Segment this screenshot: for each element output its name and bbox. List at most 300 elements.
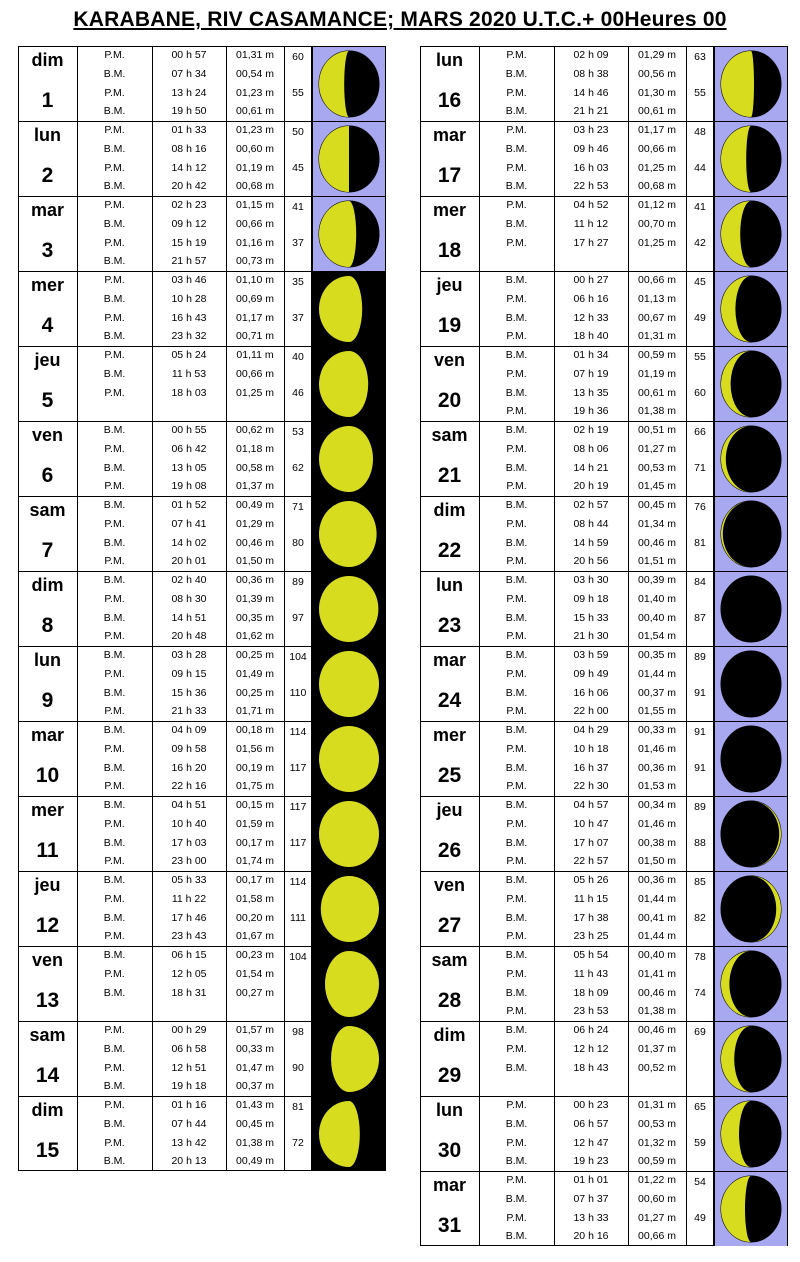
tide-row [479, 759, 714, 778]
tide-height: 00,54 m [236, 67, 274, 80]
tide-height: 00,36 m [638, 874, 676, 886]
moon-phase-icon [313, 797, 385, 871]
moon-phase-icon [313, 347, 385, 421]
tide-row [479, 740, 714, 759]
tide-height: 00,19 m [236, 761, 274, 774]
tide-type: B.M. [505, 799, 528, 811]
tide-coefficient: 117 [289, 762, 307, 774]
tide-type: B.M. [103, 424, 126, 436]
moon-cell [714, 121, 788, 196]
tide-row [77, 65, 312, 84]
tide-type: P.M. [506, 330, 527, 343]
tide-height: 01,39 m [236, 592, 274, 605]
tide-height: 00,51 m [638, 424, 676, 436]
tide-time: 17 h 46 [171, 911, 207, 924]
tide-type: P.M. [506, 1099, 527, 1111]
day-block [18, 571, 386, 646]
tide-time: 06 h 24 [573, 1024, 609, 1036]
tide-row [77, 421, 312, 440]
tide-time: 16 h 37 [573, 761, 609, 774]
moon-cell [714, 946, 788, 1021]
tide-row [479, 702, 714, 721]
tide-row [479, 721, 714, 740]
tide-time: 00 h 23 [573, 1099, 609, 1111]
weekday-label: lun [436, 575, 463, 595]
tide-height: 01,50 m [638, 855, 676, 868]
tide-height: 00,35 m [638, 649, 676, 661]
tide-row [479, 815, 714, 834]
tide-height: 00,66 m [638, 274, 676, 286]
tide-coefficient: 85 [694, 876, 706, 888]
moon-cell [714, 196, 788, 271]
weekday-label: mar [432, 125, 467, 145]
day-block [420, 496, 788, 571]
tide-height: 01,23 m [236, 124, 274, 136]
day-block [18, 346, 386, 421]
tide-type: P.M. [506, 1174, 527, 1186]
tide-height: 00,36 m [236, 574, 274, 586]
moon-phase-icon [715, 422, 787, 496]
tide-row [479, 1002, 714, 1021]
weekday-label: mar [30, 200, 65, 220]
tide-height: 00,40 m [638, 949, 676, 961]
tide-type: P.M. [506, 161, 527, 174]
tide-time: 06 h 42 [171, 442, 207, 455]
tide-time: 19 h 23 [573, 1155, 609, 1168]
tide-time: 08 h 38 [573, 67, 609, 80]
day-block [18, 121, 386, 196]
tide-coefficient: 117 [289, 801, 307, 813]
tide-height: 01,45 m [638, 480, 676, 493]
tide-height: 01,25 m [236, 386, 274, 399]
weekday-label: jeu [436, 275, 463, 295]
tide-time: 17 h 07 [573, 836, 609, 849]
moon-cell [312, 196, 386, 271]
tide-coefficient: 60 [694, 387, 706, 399]
tide-time: 17 h 27 [573, 236, 609, 249]
weekday-label: jeu [436, 800, 463, 820]
tide-time: 23 h 00 [171, 855, 207, 868]
tide-row [479, 571, 714, 590]
tide-time: 01 h 34 [573, 349, 609, 361]
tide-row [479, 1021, 714, 1040]
day-block [18, 1096, 386, 1171]
moon-cell [312, 121, 386, 196]
tide-row [77, 796, 312, 815]
tide-height: 00,61 m [236, 105, 274, 118]
day-number: 14 [35, 1064, 60, 1087]
tide-time: 22 h 16 [171, 780, 207, 793]
day-number: 7 [41, 539, 54, 562]
tide-type: B.M. [103, 574, 126, 586]
tide-row [479, 684, 714, 703]
tide-type: B.M. [505, 1230, 528, 1243]
tide-row [77, 290, 312, 309]
moon-phase-icon [313, 1097, 385, 1171]
tide-time: 07 h 34 [171, 67, 207, 80]
tide-type: P.M. [506, 742, 527, 755]
tide-type: B.M. [103, 330, 126, 343]
tide-row [77, 871, 312, 890]
tide-type: B.M. [103, 105, 126, 118]
tide-type: B.M. [505, 499, 528, 511]
tide-row [77, 721, 312, 740]
tide-coefficient: 55 [694, 351, 706, 363]
tide-row [77, 1059, 312, 1078]
tide-height: 00,25 m [236, 649, 274, 661]
tide-type: P.M. [506, 930, 527, 943]
tide-row [479, 1040, 714, 1059]
tide-time: 14 h 59 [573, 536, 609, 549]
tide-time: 11 h 15 [573, 892, 609, 905]
tide-time: 04 h 51 [171, 799, 207, 811]
tide-height: 00,37 m [236, 1080, 274, 1093]
tide-type: B.M. [505, 67, 528, 80]
tide-height: 01,31 m [236, 49, 274, 61]
day-block [18, 271, 386, 346]
tide-type: B.M. [505, 536, 528, 549]
tide-time: 00 h 57 [171, 49, 207, 61]
tide-row [77, 271, 312, 290]
tide-type: P.M. [104, 817, 125, 830]
tide-time: 16 h 06 [573, 686, 609, 699]
tide-row [77, 834, 312, 853]
tide-height: 00,66 m [236, 367, 274, 380]
moon-phase-icon [715, 347, 787, 421]
tide-coefficient: 81 [292, 1101, 304, 1113]
tide-type: B.M. [103, 649, 126, 661]
tide-time: 22 h 00 [573, 705, 609, 718]
tide-type: B.M. [505, 349, 528, 361]
tide-height: 01,62 m [236, 630, 274, 643]
tide-time: 04 h 09 [171, 724, 207, 736]
day-number: 8 [41, 614, 54, 637]
tide-time: 23 h 25 [573, 930, 609, 943]
tide-coefficient: 89 [292, 576, 304, 588]
tide-time: 00 h 27 [573, 274, 609, 286]
tide-row [479, 384, 714, 403]
tide-height: 00,60 m [638, 1192, 676, 1205]
tide-time: 21 h 33 [171, 705, 207, 718]
tide-coefficient: 66 [694, 426, 706, 438]
tide-coefficient: 48 [694, 126, 706, 138]
tide-time: 02 h 09 [573, 49, 609, 61]
weekday-label: mar [30, 725, 65, 745]
tide-height: 00,58 m [236, 461, 274, 474]
tide-type: P.M. [104, 892, 125, 905]
tide-type: B.M. [103, 255, 126, 268]
tide-height: 01,25 m [638, 161, 676, 174]
tide-time: 09 h 12 [171, 217, 207, 230]
tide-coefficient: 91 [694, 687, 706, 699]
tide-time: 08 h 16 [171, 142, 207, 155]
tide-type: P.M. [506, 49, 527, 61]
tide-height: 01,41 m [638, 967, 676, 980]
day-number: 4 [41, 314, 54, 337]
day-block [18, 871, 386, 946]
tide-type: P.M. [506, 367, 527, 380]
tide-height: 00,35 m [236, 611, 274, 624]
tide-type: B.M. [505, 949, 528, 961]
tide-type: P.M. [506, 199, 527, 211]
moon-disk [721, 726, 781, 792]
weekday-label: dim [31, 575, 64, 595]
tide-type: B.M. [505, 1024, 528, 1036]
tide-height: 01,17 m [638, 124, 676, 136]
tide-row [77, 927, 312, 946]
tide-time: 05 h 24 [171, 349, 207, 361]
tide-time: 07 h 44 [171, 1117, 207, 1130]
tide-type: B.M. [103, 986, 126, 999]
day-number: 16 [437, 89, 462, 112]
tide-height: 01,40 m [638, 592, 676, 605]
tide-height: 01,12 m [638, 199, 676, 211]
moon-phase-icon [715, 122, 787, 196]
tide-row [77, 609, 312, 628]
tide-time: 14 h 46 [573, 86, 609, 99]
tide-row [479, 590, 714, 609]
tide-row [479, 177, 714, 196]
tide-time: 20 h 13 [171, 1155, 207, 1168]
tide-row [479, 121, 714, 140]
tide-height: 01,38 m [638, 1005, 676, 1018]
tide-row [77, 965, 312, 984]
tide-type: B.M. [103, 461, 126, 474]
tide-type: P.M. [506, 592, 527, 605]
tide-height: 00,46 m [638, 536, 676, 549]
tide-type: B.M. [103, 1155, 126, 1168]
weekday-label: mar [432, 1175, 467, 1195]
tide-time: 08 h 06 [573, 442, 609, 455]
tide-type: B.M. [103, 67, 126, 80]
tide-type: P.M. [104, 630, 125, 643]
tide-row [479, 552, 714, 571]
tide-height: 01,55 m [638, 705, 676, 718]
tide-row [479, 909, 714, 928]
tide-type: P.M. [506, 667, 527, 680]
day-number: 19 [437, 314, 462, 337]
tide-coefficient: 91 [694, 726, 706, 738]
tide-time: 05 h 33 [171, 874, 207, 886]
tide-coefficient: 63 [694, 51, 706, 63]
tide-type: P.M. [506, 405, 527, 418]
tide-height: 00,45 m [236, 1117, 274, 1130]
moon-phase-icon [715, 1022, 787, 1096]
tide-time: 02 h 40 [171, 574, 207, 586]
left-column [18, 46, 386, 1171]
tide-height: 01,54 m [236, 967, 274, 980]
tide-row [479, 252, 714, 271]
tide-row [77, 177, 312, 196]
tide-height: 01,38 m [638, 405, 676, 418]
tide-height: 01,34 m [638, 517, 676, 530]
tide-time: 00 h 29 [171, 1024, 207, 1036]
tide-height: 01,58 m [236, 892, 274, 905]
weekday-label: ven [433, 875, 466, 895]
tide-time: 10 h 40 [171, 817, 207, 830]
tide-type: P.M. [104, 1099, 125, 1111]
tide-type: B.M. [103, 874, 126, 886]
tide-height: 00,68 m [638, 180, 676, 193]
tide-time: 11 h 12 [573, 217, 609, 230]
tide-row [77, 909, 312, 928]
tide-row [77, 1021, 312, 1040]
moon-phase-icon [313, 947, 385, 1021]
tide-height: 00,70 m [638, 217, 676, 230]
day-block [420, 121, 788, 196]
tide-time: 02 h 19 [573, 424, 609, 436]
tide-row [77, 46, 312, 65]
day-number: 26 [437, 839, 462, 862]
weekday-label: mer [30, 275, 65, 295]
tide-time: 07 h 19 [573, 367, 609, 380]
moon-disk [721, 576, 781, 642]
tide-type: B.M. [505, 386, 528, 399]
tide-row [77, 1002, 312, 1021]
tide-type: B.M. [505, 574, 528, 586]
tide-coefficient: 89 [694, 801, 706, 813]
moon-phase-icon [715, 722, 787, 796]
tide-time: 23 h 43 [171, 930, 207, 943]
weekday-label: sam [29, 500, 66, 520]
day-block [420, 271, 788, 346]
tide-row [77, 946, 312, 965]
tide-coefficient: 44 [694, 162, 706, 174]
tide-height: 00,46 m [638, 1024, 676, 1036]
day-block [420, 946, 788, 1021]
tide-coefficient: 71 [292, 501, 304, 513]
tide-type: B.M. [505, 1192, 528, 1205]
moon-cell [714, 46, 788, 121]
tide-time: 04 h 29 [573, 724, 609, 736]
weekday-label: sam [431, 950, 468, 970]
tide-time: 18 h 31 [171, 986, 207, 999]
tide-height: 00,33 m [236, 1042, 274, 1055]
tide-time: 14 h 51 [171, 611, 207, 624]
moon-phase-icon [313, 197, 385, 271]
tide-time: 15 h 19 [171, 236, 207, 249]
tide-type: P.M. [506, 292, 527, 305]
tide-coefficient: 89 [694, 651, 706, 663]
tide-coefficient: 59 [694, 1137, 706, 1149]
tide-type: B.M. [505, 274, 528, 286]
tide-type: B.M. [505, 461, 528, 474]
weekday-label: mer [432, 200, 467, 220]
tide-time: 06 h 16 [573, 292, 609, 305]
moon-phase-icon [313, 122, 385, 196]
tide-row [479, 309, 714, 328]
moon-phase-icon [313, 47, 385, 121]
tide-time: 08 h 44 [573, 517, 609, 530]
tide-type: B.M. [103, 1117, 126, 1130]
weekday-label: dim [433, 1025, 466, 1045]
tide-height: 01,19 m [236, 161, 274, 174]
tide-type: P.M. [506, 1211, 527, 1224]
tide-row [77, 665, 312, 684]
tide-type: B.M. [505, 1155, 528, 1168]
tide-time: 09 h 49 [573, 667, 609, 680]
tide-row [77, 534, 312, 553]
tide-type: B.M. [505, 105, 528, 118]
tide-coefficient: 55 [694, 87, 706, 99]
tide-time: 20 h 19 [573, 480, 609, 493]
tide-time: 12 h 47 [573, 1136, 609, 1149]
tide-time: 00 h 55 [171, 424, 207, 436]
tide-row [77, 1077, 312, 1096]
day-block [420, 1171, 788, 1246]
tide-row [479, 627, 714, 646]
moon-cell [312, 721, 386, 796]
tide-row [77, 1115, 312, 1134]
moon-cell [312, 1021, 386, 1096]
weekday-label: dim [433, 500, 466, 520]
tide-type: B.M. [505, 1061, 528, 1074]
tide-height: 01,38 m [236, 1136, 274, 1149]
tide-time: 01 h 52 [171, 499, 207, 511]
weekday-label: ven [31, 950, 64, 970]
tide-type: P.M. [506, 124, 527, 136]
tide-row [77, 440, 312, 459]
tide-time: 22 h 30 [573, 780, 609, 793]
tide-height: 01,15 m [236, 199, 274, 211]
tide-height: 00,61 m [638, 105, 676, 118]
moon-phase-icon [715, 647, 787, 721]
tide-time: 07 h 37 [573, 1192, 609, 1205]
tide-time: 06 h 57 [573, 1117, 609, 1130]
day-number: 11 [36, 839, 59, 862]
tide-time: 22 h 57 [573, 855, 609, 868]
tide-row [479, 271, 714, 290]
day-number: 10 [35, 764, 60, 787]
tide-height: 01,74 m [236, 855, 274, 868]
tide-type: B.M. [505, 1117, 528, 1130]
tide-row [77, 346, 312, 365]
tide-row [77, 684, 312, 703]
moon-phase-icon [715, 572, 787, 646]
tide-coefficient: 71 [694, 462, 706, 474]
moon-cell [312, 271, 386, 346]
moon-phase-icon [715, 497, 787, 571]
tide-row [479, 196, 714, 215]
tide-time: 06 h 15 [171, 949, 207, 961]
tide-coefficient: 97 [292, 612, 304, 624]
weekday-label: jeu [34, 875, 61, 895]
tide-height: 00,56 m [638, 67, 676, 80]
tide-type: B.M. [505, 761, 528, 774]
tide-time: 13 h 05 [171, 461, 207, 474]
tide-height: 01,29 m [638, 49, 676, 61]
tide-type: B.M. [103, 367, 126, 380]
tide-type: P.M. [506, 705, 527, 718]
moon-phase-icon [313, 272, 385, 346]
tide-type: B.M. [505, 180, 528, 193]
weekday-label: mar [432, 650, 467, 670]
moon-lit-part [319, 576, 378, 642]
day-number: 20 [437, 389, 462, 412]
tide-time: 01 h 16 [171, 1099, 207, 1111]
day-block [18, 196, 386, 271]
tide-time: 13 h 33 [573, 1211, 609, 1224]
tide-height: 00,25 m [236, 686, 274, 699]
tide-type: P.M. [104, 517, 125, 530]
tide-type: P.M. [104, 349, 125, 361]
tide-time: 17 h 38 [573, 911, 609, 924]
tide-time: 20 h 01 [171, 555, 207, 568]
tide-type: B.M. [505, 217, 528, 230]
tide-row [77, 309, 312, 328]
tide-type: B.M. [103, 1042, 126, 1055]
day-block [420, 871, 788, 946]
